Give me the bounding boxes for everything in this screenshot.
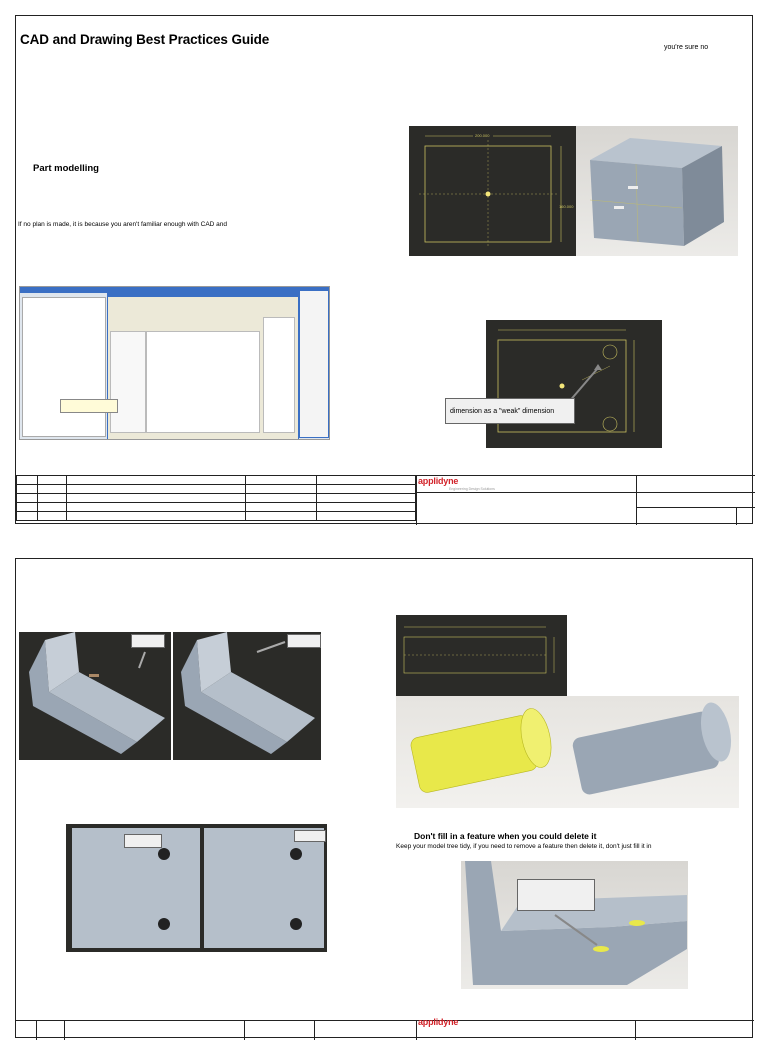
document-page-2 [15, 558, 753, 1038]
cylinder-drawing [396, 696, 739, 808]
cylinder-image [396, 696, 739, 808]
callout-box [124, 834, 162, 848]
menu-panel [299, 290, 329, 438]
sketch-dim-label: 200.000 [475, 133, 490, 138]
window-icon [108, 291, 298, 297]
bent-plate-image-2 [173, 632, 321, 760]
weak-dimension-image [486, 320, 662, 448]
section-heading: Part modelling [33, 163, 99, 174]
callout-box [287, 634, 321, 648]
weak-dimension-drawing [486, 320, 662, 448]
profile-sketch-drawing [396, 615, 567, 697]
section-heading: Don't fill in a feature when you could delete it [414, 831, 597, 841]
bent-plate-drawing [19, 632, 171, 760]
body-text: Keep your model tree tidy, if you need to remove a feature then delete it, don't just fill it in [396, 843, 652, 850]
cad-screenshot [19, 286, 330, 440]
bent-plate-image-1 [19, 632, 171, 760]
callout-box [131, 634, 165, 648]
company-logo: applidyne [418, 476, 459, 486]
company-logo: applidyne [418, 1017, 459, 1027]
title-block-right [416, 475, 755, 525]
page-title: CAD and Drawing Best Practices Guide [20, 32, 270, 47]
cube-image [576, 126, 738, 256]
arrow-icon [257, 642, 285, 652]
sketch-dim-label: 160.000 [559, 204, 574, 209]
logo-tagline: Engineering Design Solutions [449, 487, 495, 491]
profile-sketch-image [396, 615, 567, 697]
corner-plate-image [461, 861, 688, 989]
flat-plate-image [66, 824, 327, 952]
model-tree-panel [22, 297, 106, 437]
document-page-1 [15, 15, 753, 524]
sketch-drawing [409, 126, 576, 256]
title-block-top-line [16, 1020, 754, 1021]
bent-plate-drawing [173, 632, 321, 760]
weak-dimension-callout: dimension as a "weak" dimension [445, 398, 575, 424]
file-open-dialog [107, 290, 299, 440]
callout-box [517, 879, 595, 911]
arrow-icon [139, 652, 145, 668]
body-text: If no plan is made, it is because you aren't familiar enough with CAD and [18, 221, 227, 228]
callout-box [294, 830, 326, 842]
corner-note: you're sure no [664, 44, 709, 51]
cube-drawing [576, 126, 738, 256]
title-block-left [16, 475, 416, 521]
sketch-image [409, 126, 576, 256]
